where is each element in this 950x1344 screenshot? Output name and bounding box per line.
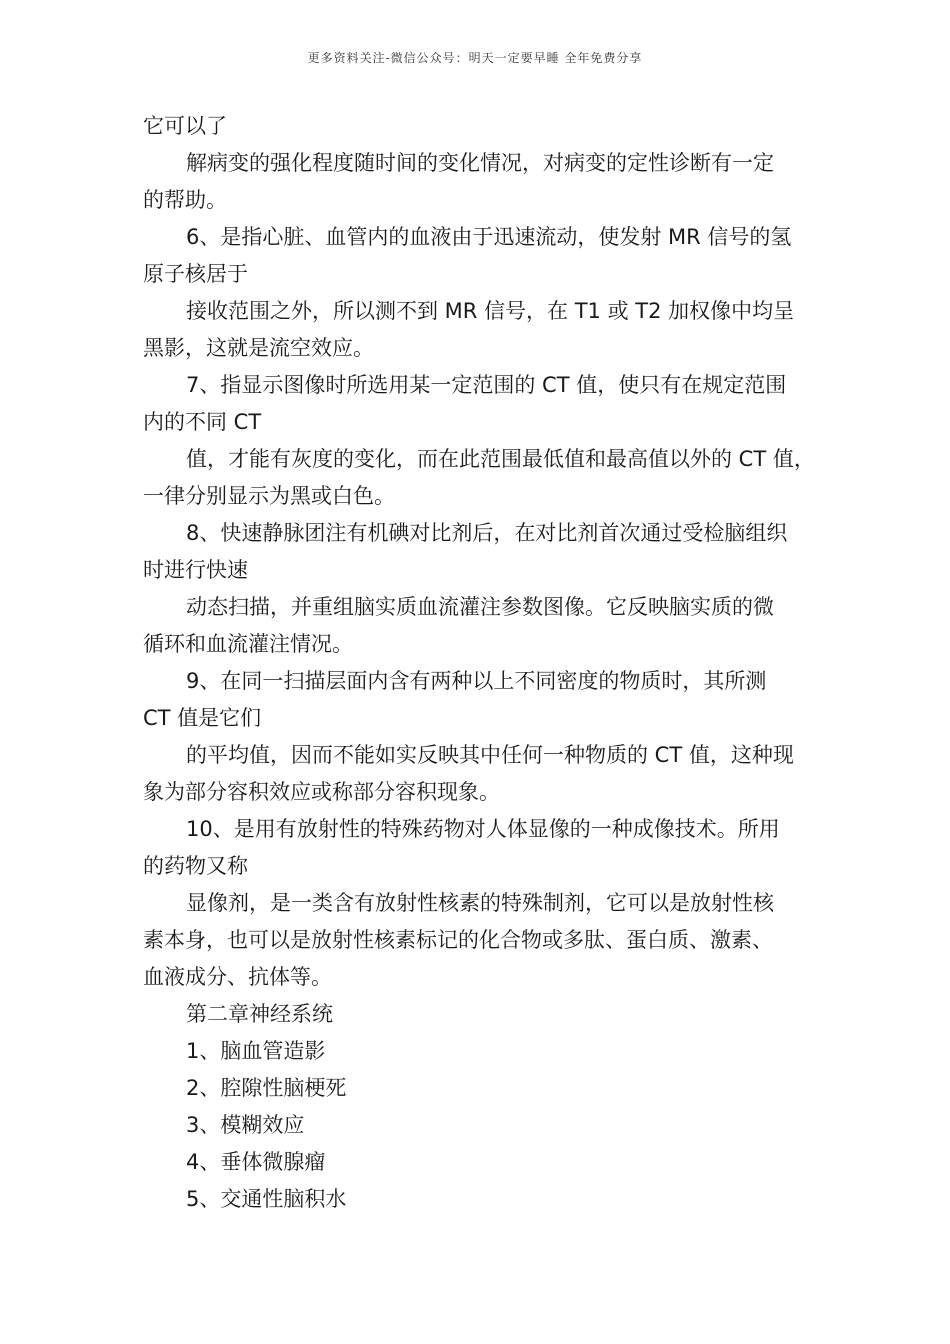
text-line: 8、快速静脉团注有机碘对比剂后，在对比剂首次通过受检脑组织: [186, 521, 788, 545]
text-line: 原子核居于: [143, 262, 248, 286]
text-line: 的平均值，因而不能如实反映其中任何一种物质的 CT 值，这种现: [186, 743, 794, 767]
text-line: CT 值是它们: [143, 706, 262, 730]
text-line: 循环和血流灌注情况。: [143, 632, 353, 656]
text-line: 解病变的强化程度随时间的变化情况，对病变的定性诊断有一定: [186, 151, 774, 175]
text-line: 2、腔隙性脑梗死: [186, 1076, 347, 1100]
text-line: 第二章神经系统: [186, 1002, 333, 1026]
document-body: [143, 108, 823, 1218]
text-line: 9、在同一扫描层面内含有两种以上不同密度的物质时，其所测: [186, 669, 767, 693]
text-line: 的药物又称: [143, 854, 248, 878]
text-line: 一律分别显示为黑或白色。: [143, 484, 395, 508]
text-line: 血液成分、抗体等。: [143, 965, 332, 989]
text-line: 黑影，这就是流空效应。: [143, 336, 374, 360]
text-line: 它可以了: [143, 114, 227, 138]
text-line: 值，才能有灰度的变化，而在此范围最低值和最高值以外的 CT 值，: [186, 447, 815, 471]
page-header: 更多资料关注-微信公众号：明天一定要早睡 全年免费分享: [307, 51, 643, 65]
text-line: 4、垂体微腺瘤: [186, 1150, 326, 1174]
text-line: 象为部分容积效应或称部分容积现象。: [143, 780, 500, 804]
text-line: 6、是指心脏、血管内的血液由于迅速流动，使发射 MR 信号的氢: [186, 225, 792, 249]
text-line: 显像剂，是一类含有放射性核素的特殊制剂，它可以是放射性核: [186, 891, 774, 915]
text-line: 1、脑血管造影: [186, 1039, 326, 1063]
text-line: 接收范围之外，所以测不到 MR 信号，在 T1 或 T2 加权像中均呈: [186, 299, 795, 323]
text-line: 3、模糊效应: [186, 1113, 305, 1137]
text-line: 素本身，也可以是放射性核素标记的化合物或多肽、蛋白质、激素、: [143, 928, 773, 952]
text-line: 内的不同 CT: [143, 410, 262, 434]
text-line: 5、交通性脑积水: [186, 1187, 347, 1211]
text-line: 时进行快速: [143, 558, 248, 582]
text-line: 10、是用有放射性的特殊药物对人体显像的一种成像技术。所用: [186, 817, 780, 841]
text-line: 的帮助。: [143, 188, 227, 212]
text-line: 动态扫描，并重组脑实质血流灌注参数图像。它反映脑实质的微: [186, 595, 774, 619]
text-line: 7、指显示图像时所选用某一定范围的 CT 值，使只有在规定范围: [186, 373, 787, 397]
